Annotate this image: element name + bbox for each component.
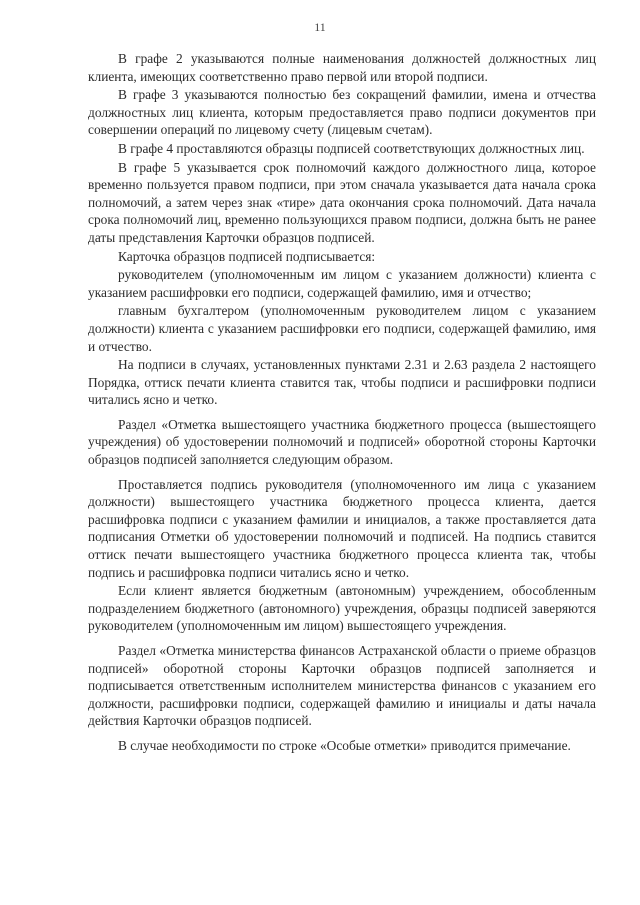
paragraph-chief-accountant-signature: главным бухгалтером (уполномоченным руководителем лицом с указанием должности) клиента с указанием расшифровки его подписи, содержащей фамилию, имя и отчество. [88, 303, 596, 354]
paragraph-grafa-4: В графе 4 проставляются образцы подписей соответствующих должностных лиц. [118, 140, 585, 156]
paragraph-seal-impression: На подписи в случаях, установленных пунктами 2.31 и 2.63 раздела 2 настоящего Порядка, оттиск печати клиента ставится так, чтобы подписи и расшифровки подписи читались ясно и четко. [88, 357, 596, 408]
paragraph-budget-institution: Если клиент является бюджетным (автономным) учреждением, обособленным подразделением бюджетного (автономного) учреждения, образцы подписей заверяются руководителем (уполномоченным им лицом) вышестоящего учреждения. [88, 583, 596, 634]
paragraph-ministry-section: Раздел «Отметка министерства финансов Астраханской области о приеме образцов подписей» оборотной стороны Карточки образцов подписей заполняется и подписывается ответственным исполнителем министерства финансов с указанием его должности, расшифровки подписи, содержащей фамилию и инициалы и даты начала действия Карточки образцов подписей. [88, 643, 596, 729]
paragraph-higher-participant-section: Раздел «Отметка вышестоящего участника бюджетного процесса (вышестоящего учреждения) об удостоверении полномочий и подписей» оборотной стороны Карточки образцов подписей заполняется следующим образом. [88, 416, 596, 468]
document-body [88, 50, 596, 756]
paragraph-head-signature: руководителем (уполномоченным им лицом с указанием должности) клиента с указанием расшифровки его подписи, содержащей фамилию, имя и отчество; [88, 267, 596, 300]
paragraph-card-signed-by: Карточка образцов подписей подписывается: [118, 248, 376, 264]
paragraph-signature-procedure: Проставляется подпись руководителя (уполномоченного им лица с указанием должности) вышестоящего участника бюджетного процесса клиента, дается расшифровка подписи с указанием фамилии и инициалов, а также проставляется дата подписания Отметки об удостоверении полномочий и подписей. На подпись ставится оттиск печати вышестоящего участника бюджетного процесса клиента так, чтобы подпись и расшифровка подписи читались ясно и четко. [88, 476, 596, 580]
paragraph-grafa-2: В графе 2 указываются полные наименования должностей должностных лиц клиента, имеющих соответственно право первой или второй подписи. [88, 51, 596, 84]
page-number: 11 [314, 20, 326, 34]
paragraph-special-notes: В случае необходимости по строке «Особые отметки» приводится примечание. [118, 737, 571, 753]
paragraph-grafa-3: В графе 3 указываются полностью без сокращений фамилии, имена и отчества должностных лиц клиента, которым предоставляется право подписи документов при совершении операций по лицевому счету (лицевым счетам). [88, 87, 596, 138]
paragraph-grafa-5: В графе 5 указывается срок полномочий каждого должностного лица, которое временно пользуется правом подписи, при этом сначала указывается дата начала срока полномочий, а затем через знак «тире» дата окончания срока полномочий. Дата начала срока полномочий лиц, временно пользующихся правом подписи, должна быть не ранее даты представления Карточки образцов подписей. [88, 159, 596, 245]
